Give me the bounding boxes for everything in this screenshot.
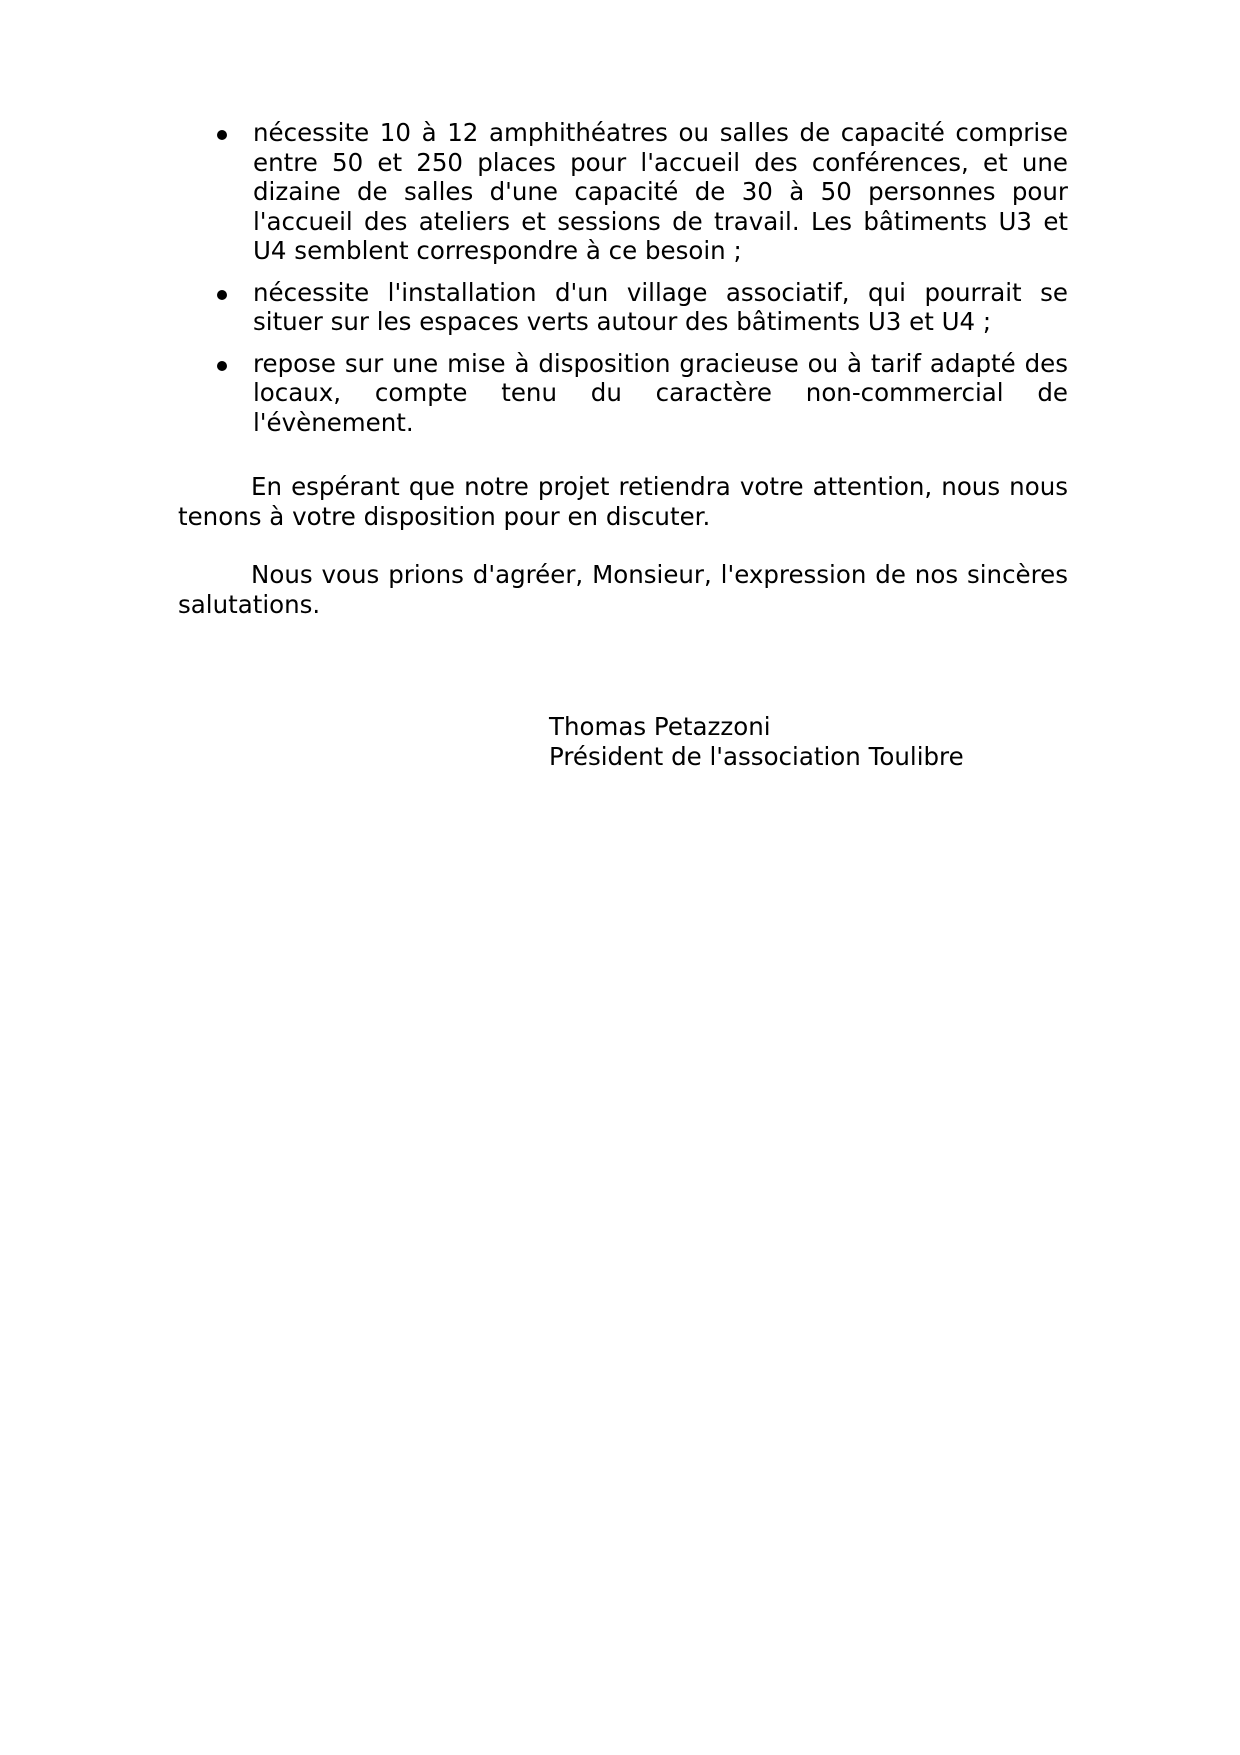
list-item (178, 349, 1068, 438)
list-item-text: repose sur une mise à disposition gracieuse ou à tarif adapté des locaux, compte tenu du caractère non-commercial de l'évènement. (253, 348, 1068, 437)
requirements-list (178, 118, 1068, 437)
signature-block (549, 712, 964, 771)
bullet-icon (217, 361, 227, 371)
list-item (178, 278, 1068, 337)
closing-paragraph: En espérant que notre projet retiendra votre attention, nous nous tenons à votre disposition pour en discuter. (178, 472, 1068, 531)
signature-name: Thomas Petazzoni (549, 712, 771, 741)
bullet-icon (217, 130, 227, 140)
list-item-text: nécessite l'installation d'un village associatif, qui pourrait se situer sur les espaces verts autour des bâtiments U3 et U4 ; (253, 277, 1068, 336)
bullet-icon (217, 290, 227, 300)
signature-title: Président de l'association Toulibre (549, 741, 964, 771)
list-item-text: nécessite 10 à 12 amphithéatres ou salles de capacité comprise entre 50 et 250 places pour l'accueil des conférences, et une dizaine de salles d'une capacité de 30 à 50 personnes pour l'accueil des ateliers et sessions de travail. Les bâtiments U3 et U4 semblent correspondre à ce besoin ; (253, 118, 1068, 265)
list-item (178, 118, 1068, 266)
letter-body (178, 118, 1068, 619)
salutation-paragraph: Nous vous prions d'agréer, Monsieur, l'expression de nos sincères salutations. (178, 560, 1068, 619)
